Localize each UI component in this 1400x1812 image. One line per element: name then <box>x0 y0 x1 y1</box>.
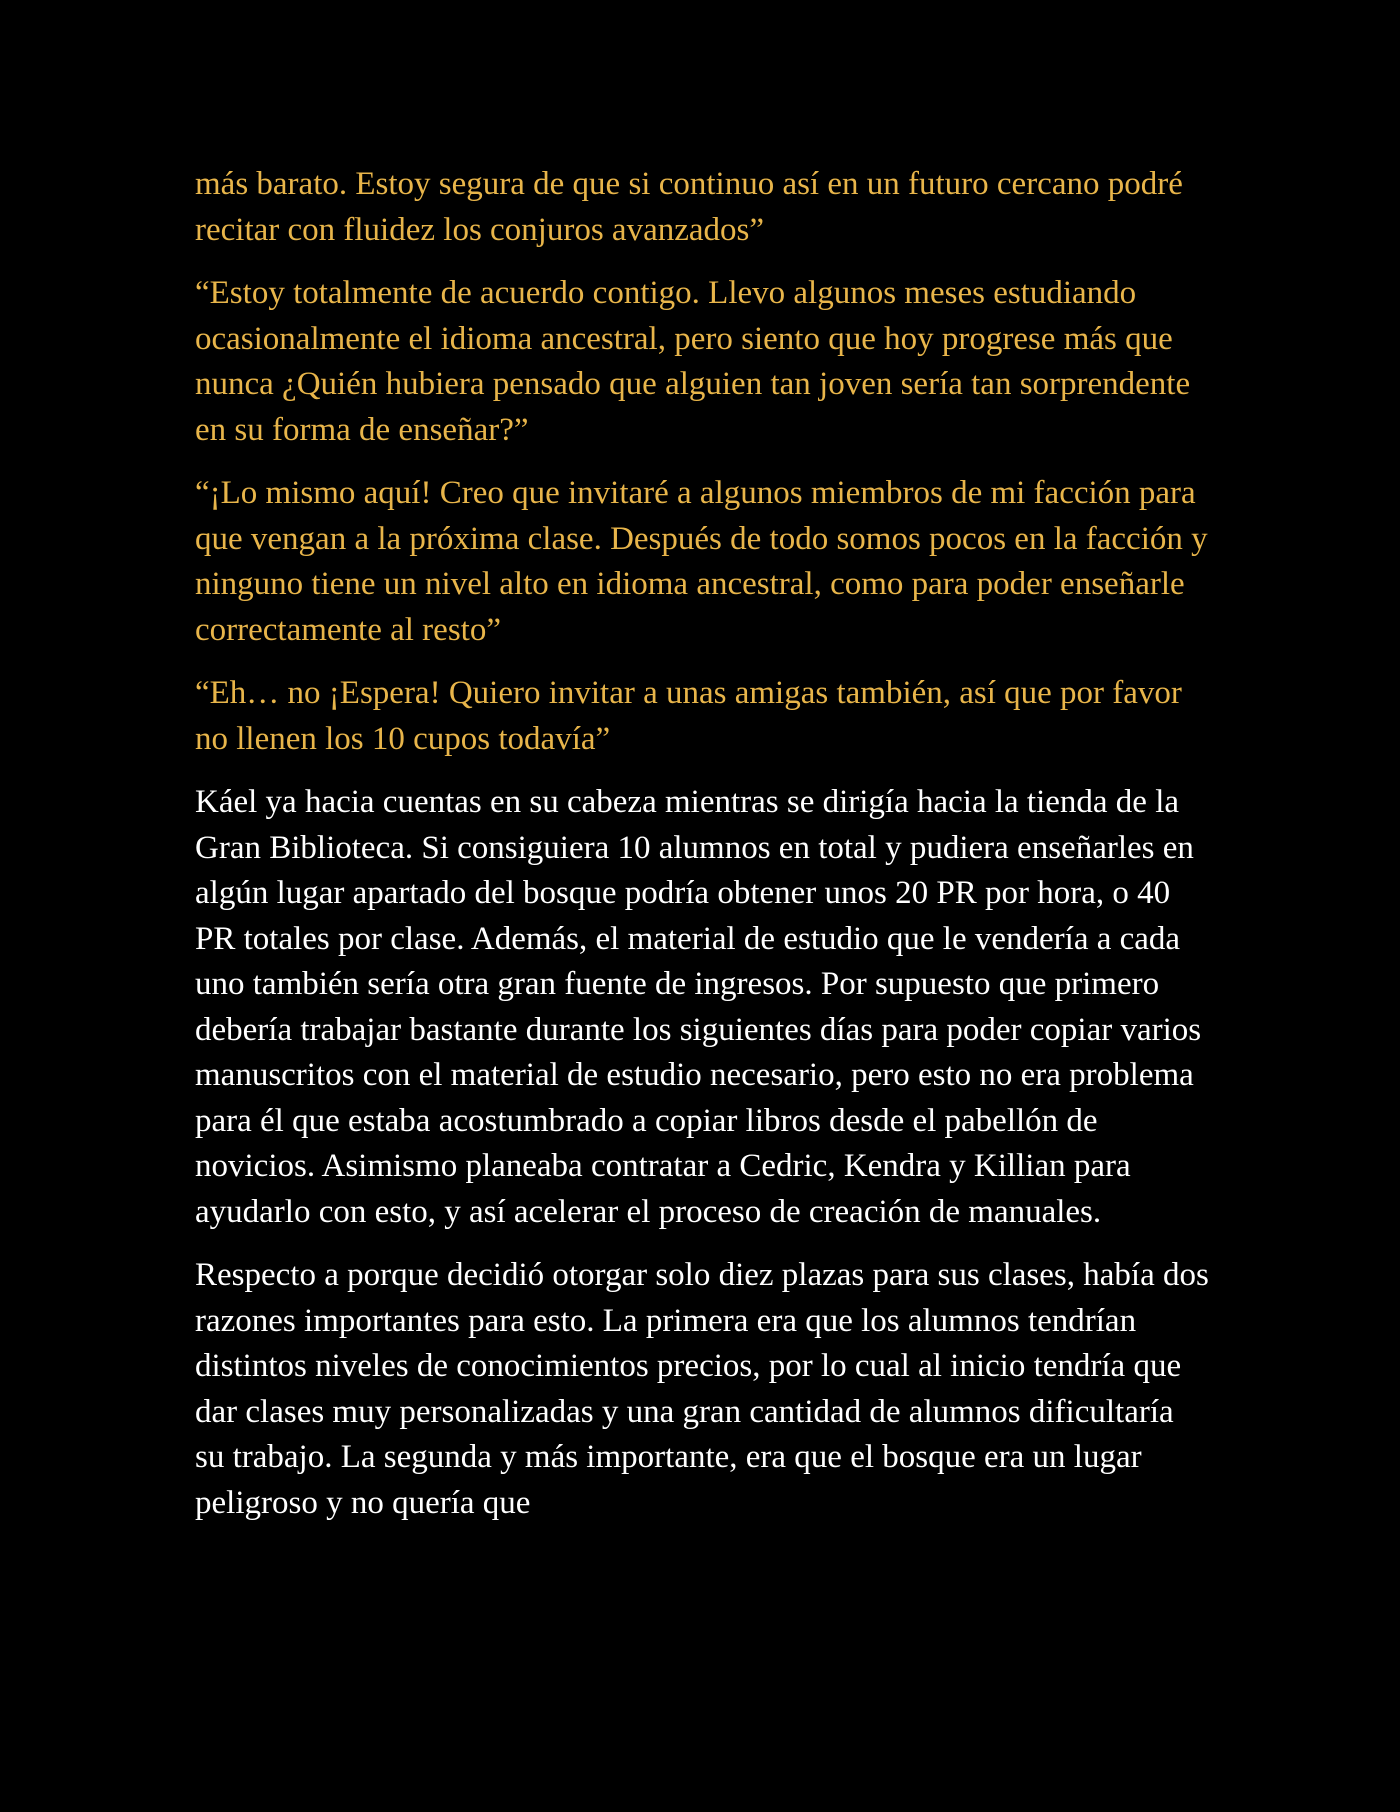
dialogue-paragraph: “¡Lo mismo aquí! Creo que invitaré a algunos miembros de mi facción para que vengan a la próxima clase. Después de todo somos pocos en la facción y ninguno tiene un nivel alto en idioma ancestral, como para poder enseñarle correctamente al resto” <box>195 475 1208 648</box>
dialogue-paragraph: “Eh… no ¡Espera! Quiero invitar a unas amigas también, así que por favor no llenen los 10 cupos todavía” <box>195 675 1182 757</box>
book-page <box>195 162 1210 1544</box>
dialogue-paragraph: más barato. Estoy segura de que si continuo así en un futuro cercano podré recitar con fluidez los conjuros avanzados” <box>195 166 1183 248</box>
dialogue-paragraph: “Estoy totalmente de acuerdo contigo. Llevo algunos meses estudiando ocasionalmente el idioma ancestral, pero siento que hoy progrese más que nunca ¿Quién hubiera pensado que alguien tan joven sería tan sorprendente en su forma de enseñar?” <box>195 275 1191 448</box>
narration-paragraph: Káel ya hacia cuentas en su cabeza mientras se dirigía hacia la tienda de la Gran Biblioteca. Si consiguiera 10 alumnos en total y pudiera enseñarles en algún lugar apartado del bosque podría obtener unos 20 PR por hora, o 40 PR totales por clase. Además, el material de estudio que le vendería a cada uno también sería otra gran fuente de ingresos. Por supuesto que primero debería trabajar bastante durante los siguientes días para poder copiar varios manuscritos con el material de estudio necesario, pero esto no era problema para él que estaba acostumbrado a copiar libros desde el pabellón de novicios. Asimismo planeaba contratar a Cedric, Kendra y Killian para ayudarlo con esto, y así acelerar el proceso de creación de manuales. <box>195 784 1202 1230</box>
narration-paragraph: Respecto a porque decidió otorgar solo diez plazas para sus clases, había dos razones importantes para esto. La primera era que los alumnos tendrían distintos niveles de conocimientos precios, por lo cual al inicio tendría que dar clases muy personalizadas y una gran cantidad de alumnos dificultaría su trabajo. La segunda y más importante, era que el bosque era un lugar peligroso y no quería que <box>195 1257 1209 1521</box>
